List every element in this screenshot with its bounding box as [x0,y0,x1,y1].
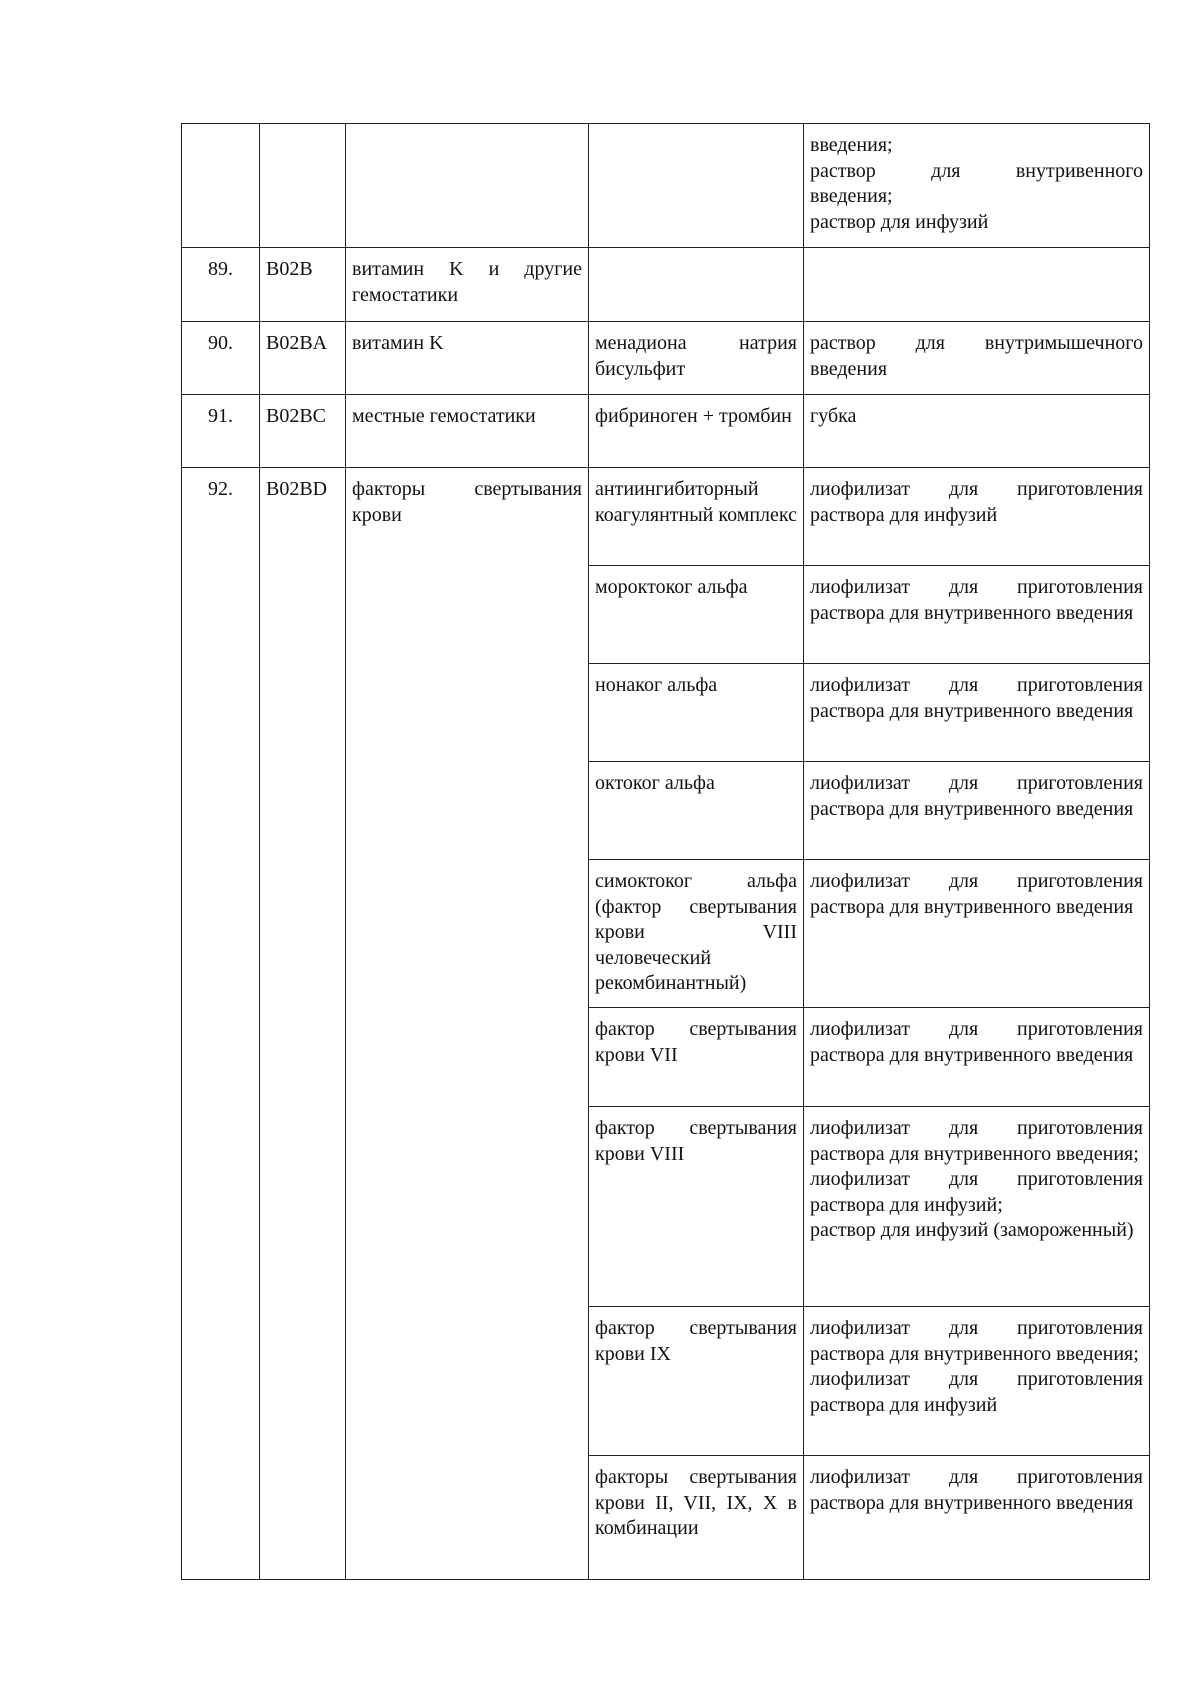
forms-line: введения; [810,134,893,156]
table-row [182,395,1150,468]
dosage-forms [804,1307,1150,1456]
forms-line: раствор для инфузий [810,210,989,233]
cell-group [346,124,589,248]
drug-name: симоктоког альфа (фактор свертывания крови VIII человеческий рекомбинантный) [589,860,804,1008]
cell-num [182,124,260,248]
forms-line: лиофилизат для приготовления раствора для инфузий; [810,1168,1143,1216]
forms-line: лиофилизат для приготовления раствора для инфузий [810,1368,1143,1416]
row-number: 89. [182,248,260,322]
drug-name: фактор свертывания крови VII [589,1008,804,1107]
cell-forms [804,124,1150,248]
dosage-forms: раствор для внутримышечного введения [804,322,1150,395]
atc-group: факторы свертывания крови [346,468,589,1580]
atc-code: B02BD [260,468,346,1580]
dosage-forms: лиофилизат для приготовления раствора для внутривенного введения [804,1008,1150,1107]
drug-name: нонаког альфа [589,664,804,762]
dosage-forms: лиофилизат для приготовления раствора для внутривенного введения [804,860,1150,1008]
dosage-forms: лиофилизат для приготовления раствора для инфузий [804,468,1150,566]
drug-name: октоког альфа [589,762,804,860]
dosage-forms: лиофилизат для приготовления раствора для внутривенного введения [804,1456,1150,1580]
dosage-forms: губка [804,395,1150,468]
drug-name: менадиона натрия бисульфит [589,322,804,395]
row-number: 91. [182,395,260,468]
dosage-forms: лиофилизат для приготовления раствора для внутривенного введения [804,664,1150,762]
drug-registry-table [181,123,1150,1580]
table-row [182,468,1150,566]
atc-code: B02BC [260,395,346,468]
atc-group: местные гемостатики [346,395,589,468]
drug-name: фибриноген + тромбин [589,395,804,468]
cell-drug [589,124,804,248]
atc-group: витамин K [346,322,589,395]
table-row [182,248,1150,322]
cell-code [260,124,346,248]
forms-line: лиофилизат для приготовления раствора для внутривенного введения; [810,1117,1143,1165]
row-number: 92. [182,468,260,1580]
drug-name: фактор свертывания крови VIII [589,1107,804,1307]
dosage-forms: лиофилизат для приготовления раствора для внутривенного введения [804,762,1150,860]
forms-line: раствор для инфузий (замороженный) [810,1219,1134,1241]
drug-name: антиингибиторный коагулянтный комплекс [589,468,804,566]
row-number: 90. [182,322,260,395]
table-row [182,322,1150,395]
atc-group: витамин K и другие гемостатики [346,248,589,322]
dosage-forms: лиофилизат для приготовления раствора для внутривенного введения [804,566,1150,664]
forms-line: лиофилизат для приготовления раствора для внутривенного введения; [810,1317,1143,1365]
table-row-continuation [182,124,1150,248]
dosage-forms [804,1107,1150,1307]
drug-name: факторы свертывания крови II, VII, IX, X в комбинации [589,1456,804,1580]
atc-code: B02BA [260,322,346,395]
forms-line: раствор для внутривенного [810,159,1143,182]
drug-name: мороктоког альфа [589,566,804,664]
drug-name: фактор свертывания крови IX [589,1307,804,1456]
dosage-forms [804,248,1150,322]
forms-line: введения; [810,185,893,207]
drug-name [589,248,804,322]
atc-code: B02B [260,248,346,322]
